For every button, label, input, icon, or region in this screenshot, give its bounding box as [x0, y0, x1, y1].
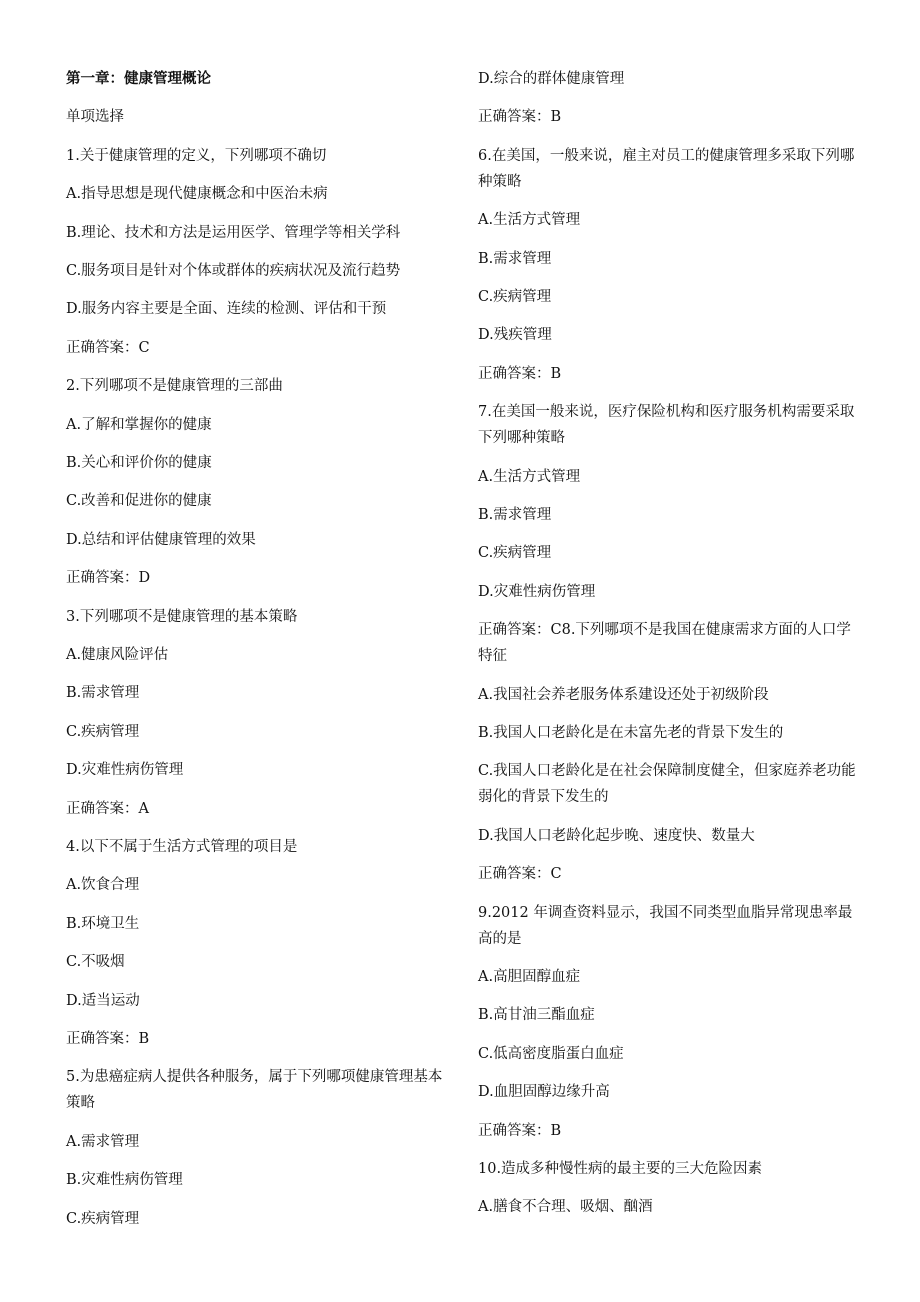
left-paragraph: 5.为患癌症病人提供各种服务，属于下列哪项健康管理基本策略 — [66, 1069, 443, 1112]
left-paragraph: 2.下列哪项不是健康管理的三部曲 — [66, 378, 283, 395]
right-paragraph: 10.造成多种慢性病的最主要的三大危险因素 — [478, 1161, 763, 1177]
left-paragraph: A.饮食合理 — [66, 877, 140, 894]
right-paragraph: 9.2012 年调查资料显示，我国不同类型血脂异常现患率最高的是 — [478, 904, 853, 947]
left-paragraph: B.环境卫生 — [66, 915, 140, 932]
right-paragraph: 正确答案：C — [478, 866, 562, 883]
left-paragraph: A.指导思想是现代健康概念和中医治未病 — [66, 186, 328, 203]
right-paragraph: C.疾病管理 — [478, 545, 552, 562]
left-paragraph: C.服务项目是针对个体或群体的疾病状况及流行趋势 — [66, 263, 401, 279]
left-paragraph: B.关心和评价你的健康 — [66, 455, 212, 471]
left-paragraph: D.总结和评估健康管理的效果 — [66, 531, 256, 548]
left-paragraph: D.服务内容主要是全面、连续的检测、评估和干预 — [66, 301, 387, 318]
left-paragraph: A.需求管理 — [66, 1133, 140, 1150]
right-paragraph: A.膳食不合理、吸烟、酗酒 — [478, 1199, 653, 1216]
right-paragraph: C.疾病管理 — [478, 289, 552, 305]
right-paragraph: A.高胆固醇血症 — [478, 969, 581, 985]
right-paragraph: D.综合的群体健康管理 — [478, 71, 625, 87]
left-paragraph: A.了解和掌握你的健康 — [66, 416, 212, 433]
right-paragraph: B.我国人口老龄化是在未富先老的背景下发生的 — [478, 725, 784, 741]
right-paragraph: C.低高密度脂蛋白血症 — [478, 1045, 624, 1062]
right-paragraph: C.我国人口老龄化是在社会保障制度健全，但家庭养老功能弱化的背景下发生的 — [478, 763, 856, 806]
left-paragraph: A.健康风险评估 — [66, 647, 169, 663]
right-paragraph: 6.在美国，一般来说，雇主对员工的健康管理多采取下列哪种策略 — [478, 147, 855, 190]
right-paragraph: A.生活方式管理 — [478, 468, 581, 485]
chapter-title: 第一章：健康管理概论 — [66, 70, 211, 87]
left-paragraph: D.灾难性病伤管理 — [66, 762, 184, 779]
left-paragraph: B.理论、技术和方法是运用医学、管理学等相关学科 — [66, 224, 401, 241]
left-paragraph: 3.下列哪项不是健康管理的基本策略 — [66, 608, 298, 625]
left-paragraph: D.适当运动 — [66, 992, 140, 1009]
left-paragraph: 单项选择 — [66, 109, 124, 126]
right-paragraph: 正确答案：B — [478, 1122, 562, 1139]
right-paragraph: 正确答案：B — [478, 109, 562, 126]
right-paragraph: D.我国人口老龄化起步晚、速度快、数量大 — [478, 827, 755, 844]
left-paragraph: 正确答案：B — [66, 1031, 150, 1047]
right-paragraph: 7.在美国一般来说，医疗保险机构和医疗服务机构需要采取下列哪种策略 — [478, 404, 855, 447]
left-paragraph: 正确答案：C — [66, 339, 150, 356]
left-paragraph: B.灾难性病伤管理 — [66, 1172, 183, 1189]
right-paragraph: B.需求管理 — [478, 250, 552, 267]
left-paragraph: B.需求管理 — [66, 685, 140, 702]
left-paragraph: 正确答案：A — [66, 800, 149, 817]
right-paragraph: A.生活方式管理 — [478, 212, 581, 229]
left-paragraph: C.疾病管理 — [66, 723, 140, 740]
right-paragraph: D.血胆固醇边缘升高 — [478, 1084, 610, 1101]
left-paragraph: 4.以下不属于生活方式管理的项目是 — [66, 839, 298, 855]
right-paragraph: D.残疾管理 — [478, 327, 552, 344]
left-paragraph: C.不吸烟 — [66, 954, 125, 971]
left-paragraph: C.改善和促进你的健康 — [66, 493, 212, 510]
left-paragraph: C.疾病管理 — [66, 1210, 140, 1227]
right-paragraph: A.我国社会养老服务体系建设还处于初级阶段 — [478, 686, 769, 703]
right-paragraph: B.高甘油三酯血症 — [478, 1007, 595, 1024]
right-paragraph: B.需求管理 — [478, 507, 552, 523]
right-paragraph: D.灾难性病伤管理 — [478, 583, 596, 600]
right-paragraph: 正确答案：B — [478, 365, 562, 382]
left-paragraph: 1.关于健康管理的定义，下列哪项不确切 — [66, 147, 327, 164]
left-paragraph: 正确答案：D — [66, 570, 151, 587]
right-paragraph: 正确答案：C8.下列哪项不是我国在健康需求方面的人口学特征 — [478, 622, 851, 665]
